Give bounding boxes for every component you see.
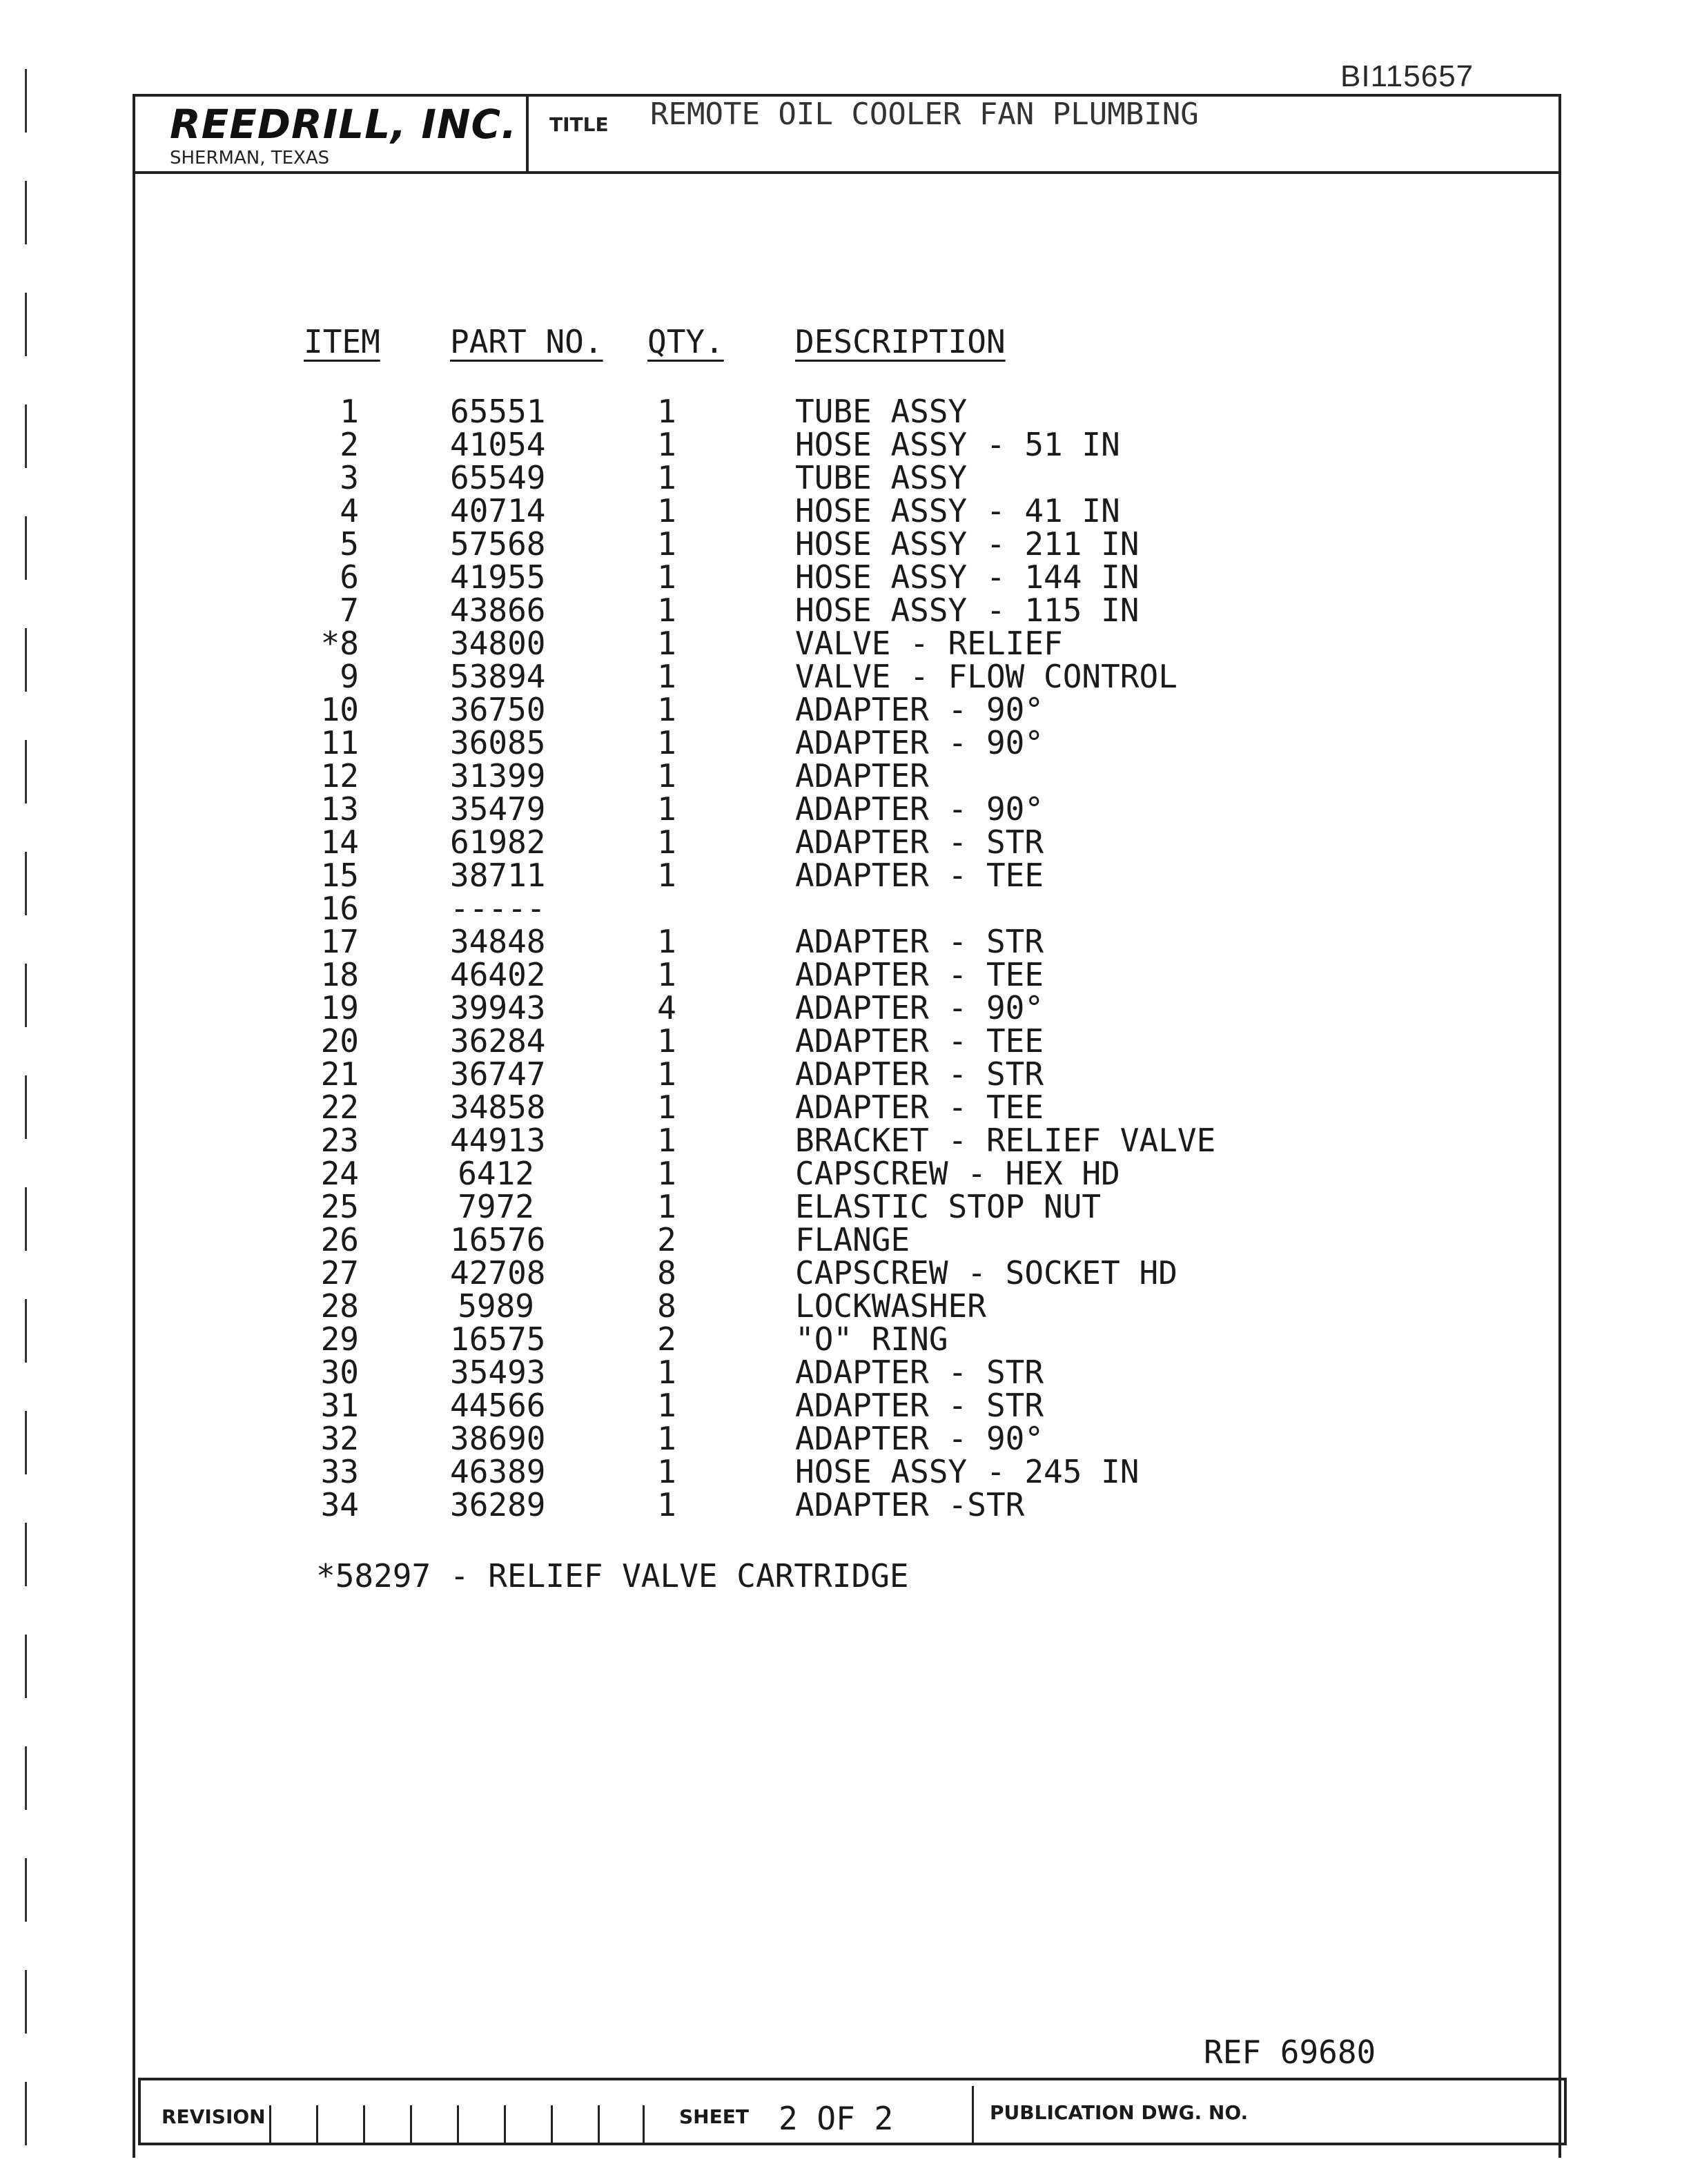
description: ADAPTER - 90° (795, 724, 1044, 761)
description: ADAPTER (795, 757, 929, 794)
item-number: 4 (340, 492, 359, 529)
table-row (0, 792, 1691, 826)
table-row (0, 428, 1691, 461)
description: ADAPTER - 90° (795, 790, 1044, 828)
description: HOSE ASSY - 211 IN (795, 525, 1140, 563)
quantity: 1 (657, 724, 676, 761)
revision-cell (551, 2105, 598, 2145)
revision-cell (457, 2105, 504, 2145)
margin-mark (25, 293, 27, 356)
description: ADAPTER - STR (795, 823, 1044, 861)
part-number: 43866 (450, 592, 546, 629)
quantity: 1 (657, 1155, 676, 1192)
description: HOSE ASSY - 41 IN (795, 492, 1120, 529)
table-row (0, 1422, 1691, 1455)
quantity: 2 (657, 1221, 676, 1258)
part-number: 44566 (450, 1387, 546, 1424)
quantity: 1 (657, 956, 676, 993)
part-number: 53894 (450, 658, 546, 695)
table-row (0, 1356, 1691, 1389)
quantity: 1 (657, 1486, 676, 1523)
item-number: 16 (320, 890, 359, 927)
item-number: 19 (320, 989, 359, 1026)
item-number: 3 (340, 459, 359, 496)
quantity: 1 (657, 492, 676, 529)
sheet-number: 2 OF 2 (779, 2100, 894, 2137)
description: ELASTIC STOP NUT (795, 1188, 1102, 1225)
description: ADAPTER - 90° (795, 989, 1044, 1026)
item-number: 22 (320, 1089, 359, 1126)
part-number: 46402 (450, 956, 546, 993)
part-number: 41955 (450, 558, 546, 596)
part-number: 41054 (450, 426, 546, 463)
divider (972, 2086, 974, 2144)
description: CAPSCREW - SOCKET HD (795, 1254, 1177, 1291)
item-number: 20 (320, 1022, 359, 1060)
part-number: 36284 (450, 1022, 546, 1060)
description: ADAPTER - STR (795, 1387, 1044, 1424)
table-row (0, 395, 1691, 428)
quantity: 1 (657, 1453, 676, 1490)
item-number: 27 (320, 1254, 359, 1291)
description: ADAPTER - TEE (795, 1089, 1044, 1126)
part-number: 39943 (450, 989, 546, 1026)
table-row (0, 1289, 1691, 1323)
item-number: 12 (320, 757, 359, 794)
quantity: 1 (657, 1420, 676, 1457)
table-row (0, 1022, 1691, 1060)
revision-cell (316, 2105, 363, 2145)
part-number: ----- (450, 890, 546, 927)
table-row (0, 1389, 1691, 1422)
item-number: 2 (340, 426, 359, 463)
table-row (0, 1190, 1691, 1223)
description: LOCKWASHER (795, 1287, 986, 1325)
quantity: 1 (657, 691, 676, 728)
part-number: 36085 (450, 724, 546, 761)
quantity: 1 (657, 1387, 676, 1424)
item-number: 34 (320, 1486, 359, 1523)
quantity: 1 (657, 459, 676, 496)
document-id: BI115657 (1340, 59, 1474, 93)
quantity: 1 (657, 857, 676, 894)
description: HOSE ASSY - 144 IN (795, 558, 1140, 596)
publication-dwg-label: PUBLICATION DWG. NO. (990, 2101, 1249, 2124)
revision-cells (269, 2105, 645, 2145)
revision-label: REVISION (162, 2105, 266, 2128)
quantity: 8 (657, 1287, 676, 1325)
table-row (0, 991, 1691, 1024)
table-row (0, 1223, 1691, 1256)
table-row (0, 823, 1691, 861)
table-row (0, 892, 1691, 925)
table-row (0, 494, 1691, 527)
quantity: 1 (657, 625, 676, 662)
table-row (0, 1455, 1691, 1488)
item-number: 33 (320, 1453, 359, 1490)
part-number: 34858 (450, 1089, 546, 1126)
item-number: 30 (320, 1354, 359, 1391)
margin-mark (25, 181, 27, 244)
item-number: 5 (340, 525, 359, 563)
quantity: 1 (657, 1055, 676, 1093)
description: VALVE - FLOW CONTROL (795, 658, 1177, 695)
table-row (0, 958, 1691, 991)
item-number: 14 (320, 823, 359, 861)
part-number: 35479 (450, 790, 546, 828)
description: HOSE ASSY - 115 IN (795, 592, 1140, 629)
table-row (0, 594, 1691, 627)
description: FLANGE (795, 1221, 910, 1258)
description: BRACKET - RELIEF VALVE (795, 1122, 1216, 1159)
part-number: 38690 (450, 1420, 546, 1457)
table-row (0, 1091, 1691, 1124)
company-name: REEDRILL, INC. (170, 101, 518, 148)
quantity: 1 (657, 1188, 676, 1225)
table-row (0, 627, 1691, 660)
drawing-title: REMOTE OIL COOLER FAN PLUMBING (650, 97, 1199, 132)
revision-cell (363, 2105, 410, 2145)
margin-mark (25, 1523, 27, 1586)
description: ADAPTER - STR (795, 923, 1044, 960)
table-row (0, 859, 1691, 892)
margin-mark (25, 1970, 27, 2034)
item-number: *8 (320, 625, 359, 662)
description: HOSE ASSY - 51 IN (795, 426, 1120, 463)
table-row (0, 1057, 1691, 1091)
table-row (0, 660, 1691, 693)
part-number: 5989 (458, 1287, 534, 1325)
quantity: 1 (657, 1354, 676, 1391)
quantity: 1 (657, 592, 676, 629)
part-number: 36747 (450, 1055, 546, 1093)
table-row (0, 925, 1691, 958)
part-number: 40714 (450, 492, 546, 529)
margin-mark (25, 2082, 27, 2145)
table-row (0, 1488, 1691, 1521)
quantity: 1 (657, 525, 676, 563)
part-number: 34848 (450, 923, 546, 960)
column-header-qty: QTY. (647, 323, 724, 360)
item-number: 29 (320, 1320, 359, 1358)
table-row (0, 461, 1691, 494)
description: ADAPTER - TEE (795, 1022, 1044, 1060)
revision-cell (504, 2105, 551, 2145)
item-number: 25 (320, 1188, 359, 1225)
item-number: 26 (320, 1221, 359, 1258)
item-number: 18 (320, 956, 359, 993)
column-header-item: ITEM (304, 323, 380, 360)
company-city: SHERMAN, TEXAS (170, 148, 330, 168)
quantity: 8 (657, 1254, 676, 1291)
quantity: 1 (657, 426, 676, 463)
description: ADAPTER -STR (795, 1486, 1025, 1523)
quantity: 1 (657, 658, 676, 695)
part-number: 38711 (450, 857, 546, 894)
description: VALVE - RELIEF (795, 625, 1063, 662)
part-number: 16575 (450, 1320, 546, 1358)
item-number: 7 (340, 592, 359, 629)
part-number: 6412 (458, 1155, 534, 1192)
table-row (0, 759, 1691, 792)
description: ADAPTER - TEE (795, 956, 1044, 993)
margin-mark (25, 1635, 27, 1698)
quantity: 1 (657, 823, 676, 861)
item-number: 31 (320, 1387, 359, 1424)
part-number: 31399 (450, 757, 546, 794)
item-number: 28 (320, 1287, 359, 1325)
item-number: 23 (320, 1122, 359, 1159)
part-number: 7972 (458, 1188, 534, 1225)
revision-cell (410, 2105, 457, 2145)
margin-mark (25, 1746, 27, 1810)
item-number: 15 (320, 857, 359, 894)
sheet-label: SHEET (679, 2105, 749, 2128)
table-row (0, 1124, 1691, 1157)
description: ADAPTER - STR (795, 1354, 1044, 1391)
column-header-description: DESCRIPTION (795, 323, 1006, 360)
description: TUBE ASSY (795, 459, 968, 496)
part-number: 16576 (450, 1221, 546, 1258)
description: ADAPTER - TEE (795, 857, 1044, 894)
title-label: TITLE (549, 113, 609, 136)
part-number: 46389 (450, 1453, 546, 1490)
description: CAPSCREW - HEX HD (795, 1155, 1120, 1192)
revision-block (138, 2078, 1567, 2145)
item-number: 13 (320, 790, 359, 828)
item-number: 6 (340, 558, 359, 596)
description: ADAPTER - 90° (795, 691, 1044, 728)
item-number: 24 (320, 1155, 359, 1192)
quantity: 1 (657, 1022, 676, 1060)
margin-mark (25, 69, 27, 133)
margin-mark (25, 1858, 27, 1922)
part-number: 36750 (450, 691, 546, 728)
table-row (0, 1320, 1691, 1358)
item-number: 17 (320, 923, 359, 960)
quantity: 1 (657, 558, 676, 596)
description: HOSE ASSY - 245 IN (795, 1453, 1140, 1490)
table-row (0, 525, 1691, 563)
quantity: 1 (657, 1122, 676, 1159)
table-row (0, 560, 1691, 594)
description: TUBE ASSY (795, 393, 968, 430)
part-number: 35493 (450, 1354, 546, 1391)
quantity: 1 (657, 790, 676, 828)
description: ADAPTER - STR (795, 1055, 1044, 1093)
item-number: 1 (340, 393, 359, 430)
part-number: 57568 (450, 525, 546, 563)
table-row (0, 1256, 1691, 1289)
quantity: 1 (657, 923, 676, 960)
table-row (0, 1157, 1691, 1190)
revision-cell (598, 2105, 645, 2145)
company-box (133, 94, 529, 171)
part-number: 65551 (450, 393, 546, 430)
footnote: *58297 - RELIEF VALVE CARTRIDGE (316, 1557, 909, 1595)
reference-number: REF 69680 (1204, 2034, 1376, 2071)
part-number: 65549 (450, 459, 546, 496)
quantity: 4 (657, 989, 676, 1026)
table-row (0, 726, 1691, 759)
quantity: 2 (657, 1320, 676, 1358)
part-number: 36289 (450, 1486, 546, 1523)
column-header-part-no: PART NO. (450, 323, 603, 360)
table-row (0, 693, 1691, 726)
item-number: 32 (320, 1420, 359, 1457)
part-number: 61982 (450, 823, 546, 861)
quantity: 1 (657, 757, 676, 794)
quantity: 1 (657, 393, 676, 430)
part-number: 34800 (450, 625, 546, 662)
part-number: 42708 (450, 1254, 546, 1291)
revision-cell (269, 2105, 316, 2145)
item-number: 11 (320, 724, 359, 761)
description: "O" RING (795, 1320, 948, 1358)
title-block (133, 94, 1561, 174)
part-number: 44913 (450, 1122, 546, 1159)
description: ADAPTER - 90° (795, 1420, 1044, 1457)
quantity: 1 (657, 1089, 676, 1126)
item-number: 10 (320, 691, 359, 728)
item-number: 9 (340, 658, 359, 695)
item-number: 21 (320, 1055, 359, 1093)
